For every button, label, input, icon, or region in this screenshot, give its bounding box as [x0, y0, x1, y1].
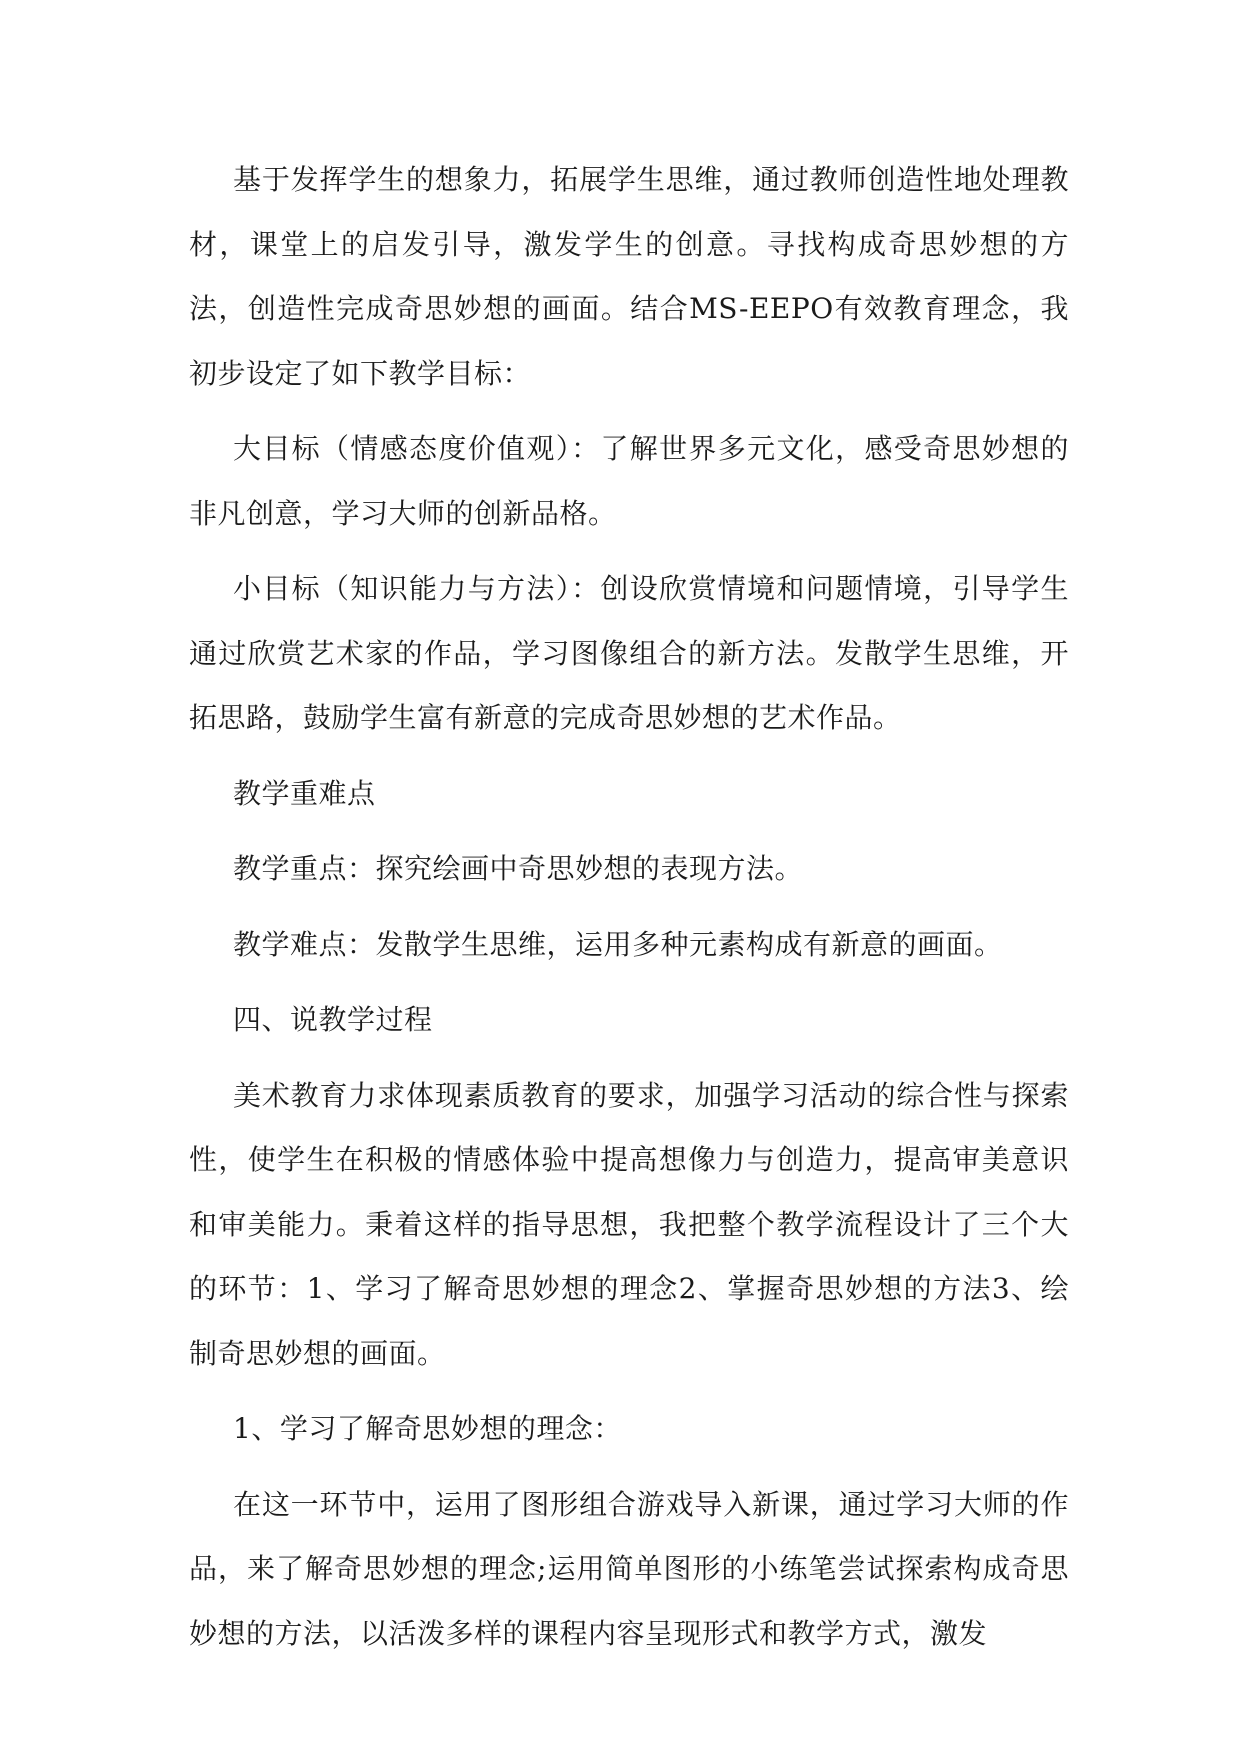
paragraph-teaching-philosophy: 美术教育力求体现素质教育的要求，加强学习活动的综合性与探索性，使学生在积极的情感体验中提高想像力与创造力，提高审美意识和审美能力。秉着这样的指导思想，我把整个教学流程设计了三个大的环节：1、学习了解奇思妙想的理念2、掌握奇思妙想的方法3、绘制奇思妙想的画面。 — [189, 1078, 1069, 1370]
paragraph-key-point: 教学重点：探究绘画中奇思妙想的表现方法。 — [233, 852, 804, 885]
paragraph-minor-goal: 小目标（知识能力与方法）：创设欣赏情境和问题情境，引导学生通过欣赏艺术家的作品，学习图像组合的新方法。发散学生思维，开拓思路，鼓励学生富有新意的完成奇思妙想的艺术作品。 — [189, 572, 1069, 734]
heading-teaching-process: 四、说教学过程 — [233, 1003, 433, 1036]
paragraph-intro: 基于发挥学生的想象力，拓展学生思维，通过教师创造性地处理教材，课堂上的启发引导，激发学生的创意。寻找构成奇思妙想的方法，创造性完成奇思妙想的画面。结合MS-EEPO有效教育理念，我初步设定了如下教学目标： — [189, 163, 1069, 390]
paragraph-major-goal: 大目标（情感态度价值观）：了解世界多元文化，感受奇思妙想的非凡创意，学习大师的创新品格。 — [189, 432, 1069, 530]
heading-step-1: 1、学习了解奇思妙想的理念： — [233, 1412, 622, 1445]
heading-key-difficult-points: 教学重难点 — [233, 776, 376, 810]
paragraph-difficult-point: 教学难点：发散学生思维，运用多种元素构成有新意的画面。 — [233, 927, 1003, 961]
document-body — [189, 148, 1069, 1677]
paragraph-step-1-detail: 在这一环节中，运用了图形组合游戏导入新课，通过学习大师的作品，来了解奇思妙想的理念;运用简单图形的小练笔尝试探索构成奇思妙想的方法，以活泼多样的课程内容呈现形式和教学方式，激发 — [189, 1487, 1069, 1650]
